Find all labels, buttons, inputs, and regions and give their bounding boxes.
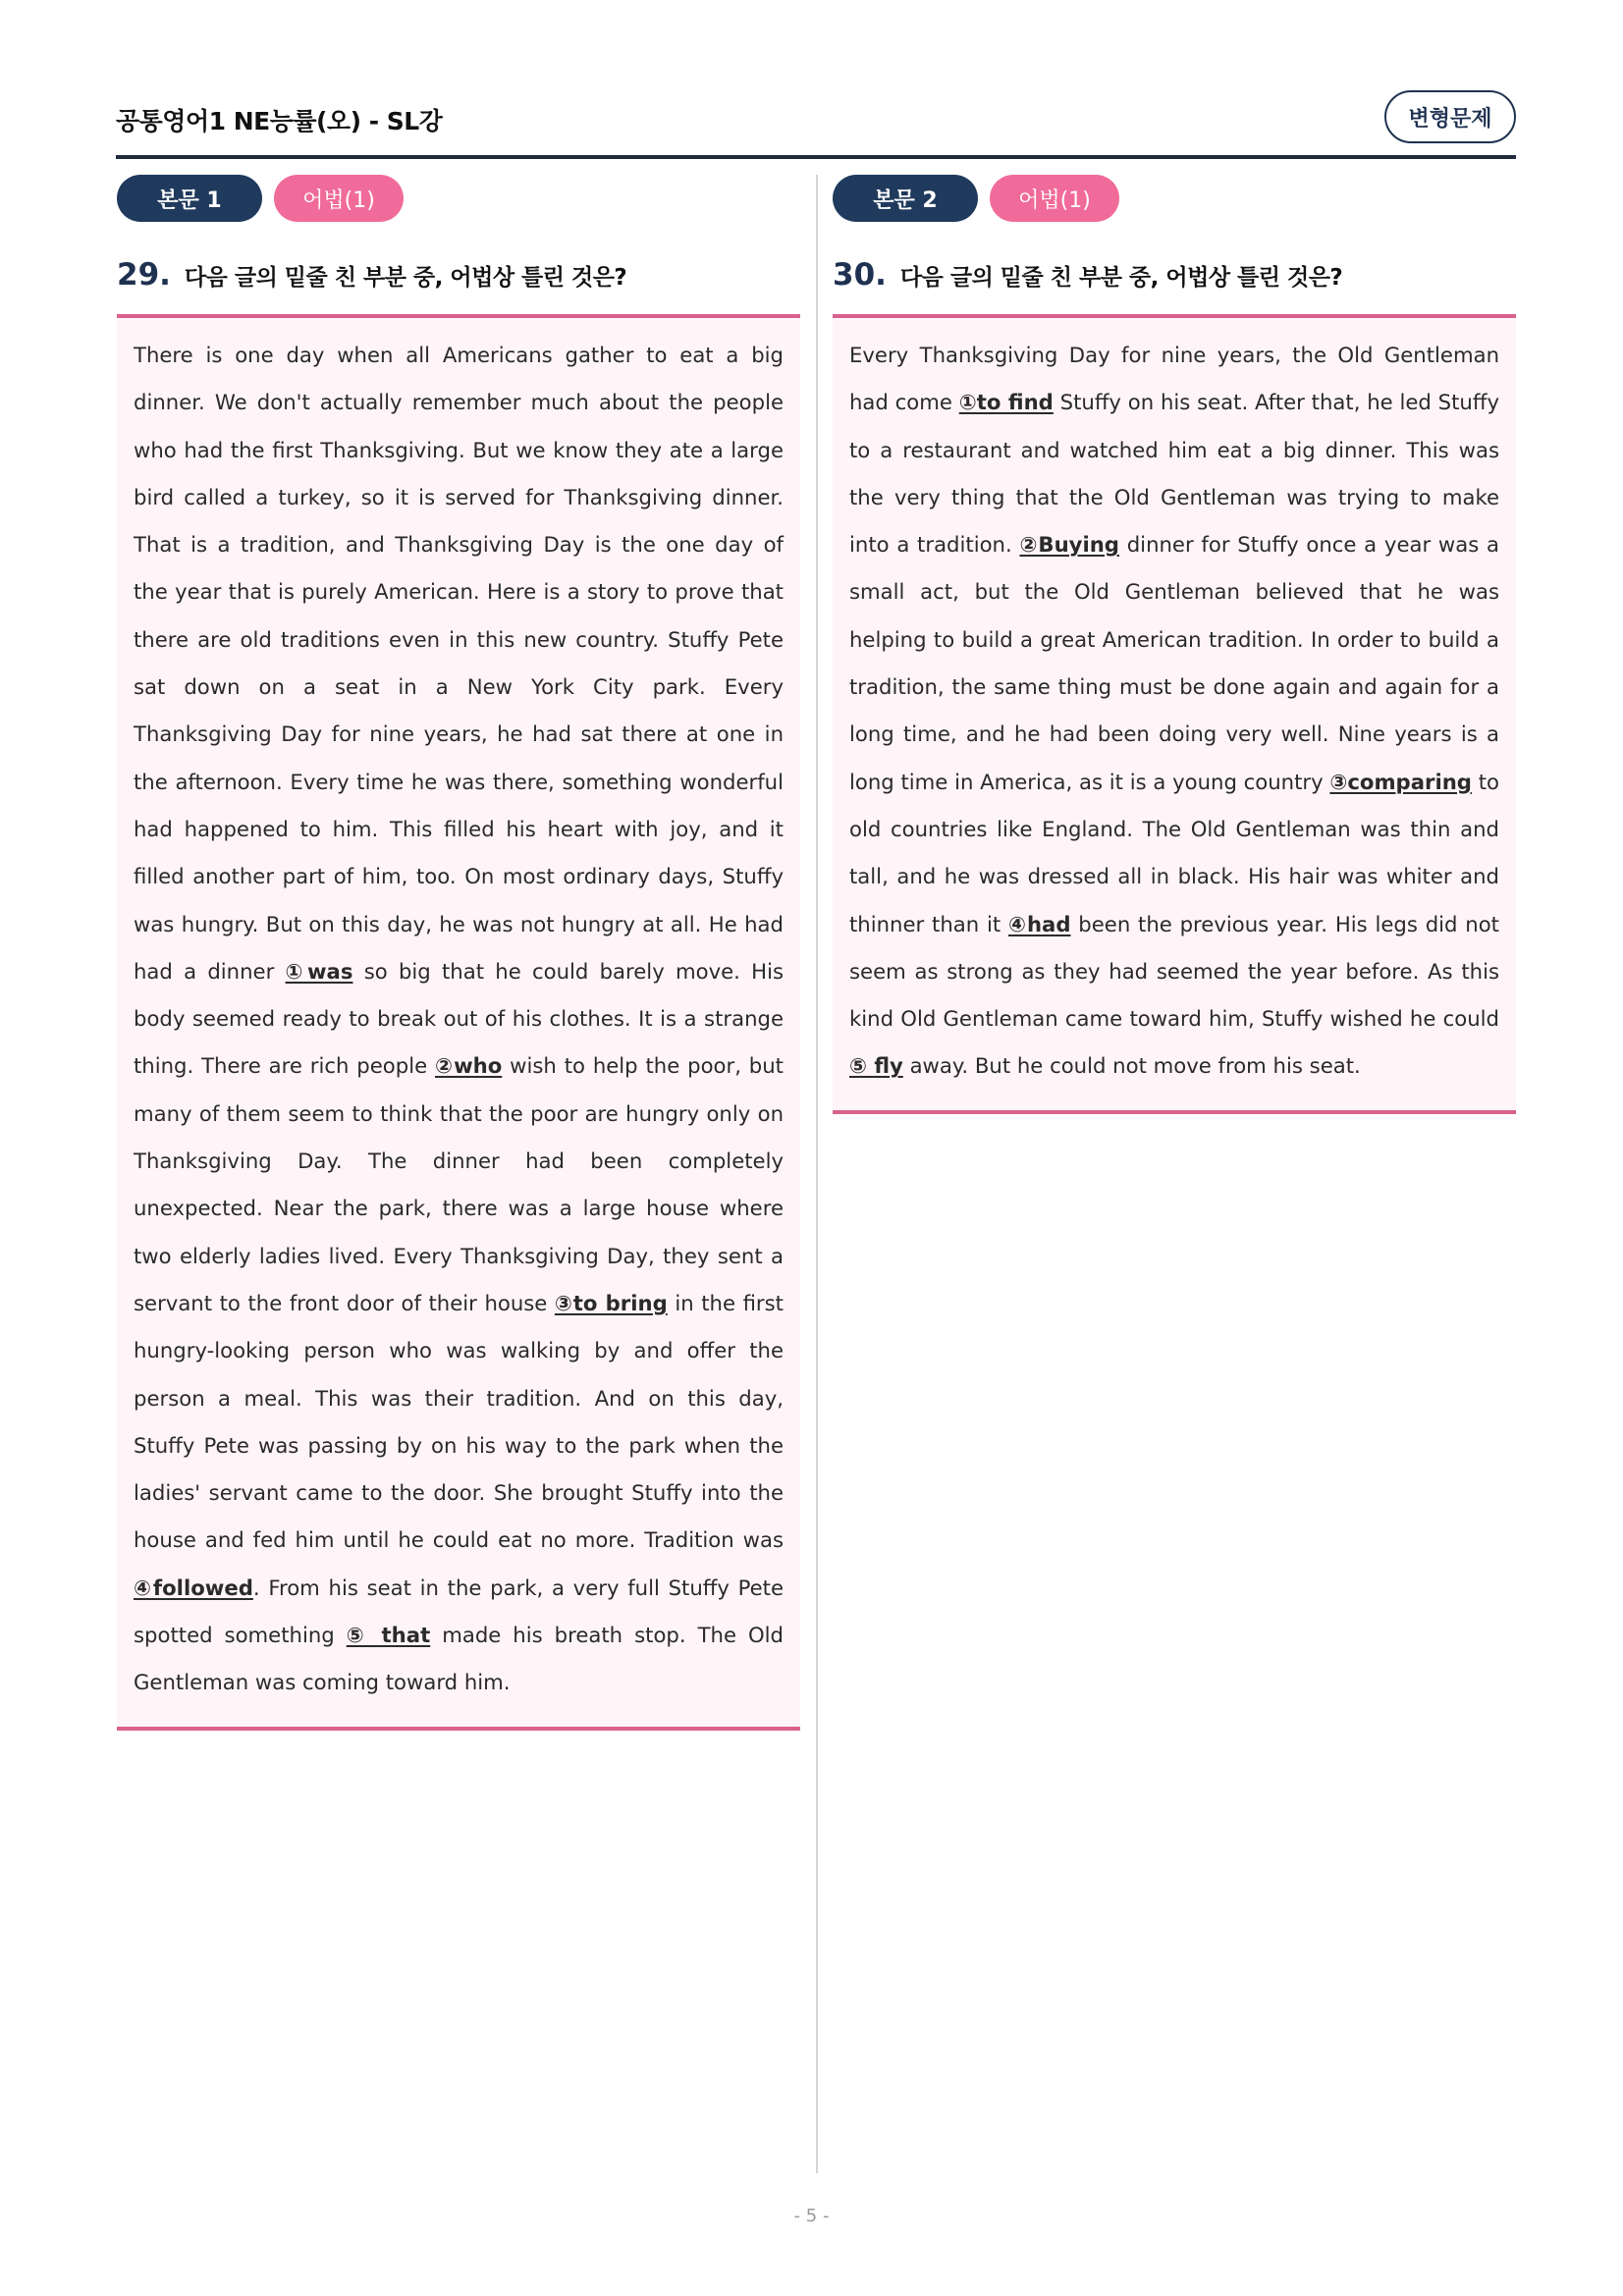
passage-text: been the previous year. His legs did not seem as strong as they had seemed the year before. As this kind Old Gentleman came toward him, Stuffy wished he could — [849, 911, 1499, 1032]
question-heading — [833, 257, 1516, 300]
question-heading — [117, 257, 800, 300]
page-header — [116, 90, 1516, 159]
passage-text: There is one day when all Americans gather to eat a big dinner. We don't actually remember much about the people who had the first Thanksgiving. But we know they ate a large bird called a turkey, so it is served for Thanksgiving dinner. That is a tradition, and Thanksgiving Day is the one day of the year that is purely American. Here is a story to prove that there are old traditions even in this new country. Stuffy Pete sat down on a seat in a New York City park. Every Thanksgiving Day for nine years, he had sat there at one in the afternoon. Every time he was there, something wonderful had happened to him. This filled his heart with joy, and it filled another part of him, too. On most ordinary days, Stuffy was hungry. But on this day, he was not hungry at all. He had had a dinner — [134, 343, 784, 984]
underlined-choice: ②Buying — [1019, 532, 1119, 558]
problem-type-badge: 변형문제 — [1384, 90, 1516, 143]
passage-box — [117, 314, 800, 1731]
passage-text: Every Thanksgiving Day for nine years, the Old Gentleman had come — [849, 343, 1499, 415]
header-divider — [116, 155, 1516, 159]
passage-text: made his breath stop. The Old Gentleman was coming toward him. — [134, 1623, 784, 1695]
question-number: 30. — [833, 257, 887, 293]
question-30-column — [833, 175, 1516, 1114]
page-number: - 5 - — [793, 2206, 830, 2226]
question-number: 29. — [117, 257, 171, 293]
category-tag: 어법(1) — [274, 175, 404, 222]
passage-text: wish to help the poor, but many of them seem to think that the poor are hungry only on Thanksgiving Day. The dinner had been completely unexpected. Near the park, there was a large house where two elderly ladies lived. Every Thanksgiving Day, they sent a servant to the front door of their house — [134, 1053, 784, 1315]
underlined-choice: ④followed — [134, 1575, 253, 1600]
passage-text: Stuffy on his seat. After that, he led Stuffy to a restaurant and watched him eat a big dinner. This was the very thing that the Old Gentleman was trying to make into a tradition. — [849, 390, 1499, 558]
question-prompt: 다음 글의 밑줄 친 부분 중, 어법상 틀린 것은? — [184, 265, 627, 291]
tag-row — [833, 175, 1516, 222]
passage-text: . From his seat in the park, a very full Stuffy Pete spotted something — [134, 1575, 784, 1648]
underlined-choice: ①was — [285, 958, 353, 984]
passage-text: in the first hungry-looking person who was walking by and offer the person a meal. This was their tradition. And on this day, Stuffy Pete was passing by on his way to the park when the ladies' servant came to the door. She brought Stuffy into the house and fed him until he could eat no more. Tradition was — [134, 1290, 784, 1553]
category-tag: 어법(1) — [990, 175, 1119, 222]
document-title: 공통영어1 NE능률(오) - SL강 — [116, 107, 443, 135]
underlined-choice: ⑤ that — [346, 1623, 431, 1648]
underlined-choice: ①to find — [958, 390, 1054, 415]
underlined-choice: ⑤ fly — [849, 1053, 903, 1079]
passage-text: away. But he could not move from his seat. — [902, 1053, 1361, 1079]
passage-text: dinner for Stuffy once a year was a small act, but the Old Gentleman believed that he was helping to build a great American tradition. In order to build a tradition, the same thing must be done again and again for a long time, and he had been doing very well. Nine years is a long time in America, as it is a young country — [849, 532, 1500, 794]
passage-box — [833, 314, 1516, 1114]
passage-tag: 본문 2 — [833, 175, 978, 222]
underlined-choice: ③to bring — [554, 1290, 668, 1315]
underlined-choice: ③comparing — [1329, 769, 1472, 794]
underlined-choice: ④had — [1007, 911, 1071, 936]
tag-row — [117, 175, 800, 222]
passage-text: so big that he could barely move. His body seemed ready to break out of his clothes. It is a strange thing. There are rich people — [134, 958, 784, 1079]
underlined-choice: ②who — [435, 1053, 503, 1079]
column-divider — [816, 175, 818, 2173]
passage-text: to old countries like England. The Old Gentleman was thin and tall, and he was dressed all in black. His hair was whiter and thinner than it — [849, 769, 1499, 936]
question-29-column — [117, 175, 800, 1731]
passage-tag: 본문 1 — [117, 175, 262, 222]
question-prompt: 다음 글의 밑줄 친 부분 중, 어법상 틀린 것은? — [899, 265, 1343, 291]
